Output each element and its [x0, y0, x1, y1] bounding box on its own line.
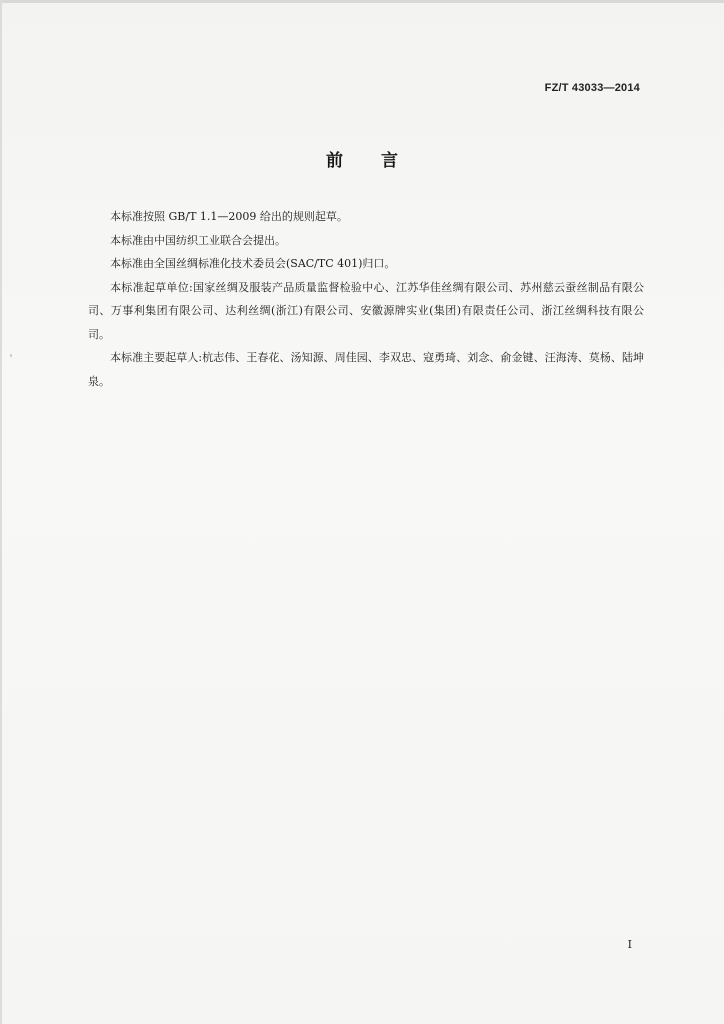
scan-edge-top — [0, 0, 724, 3]
paragraph-proposer: 本标准由中国纺织工业联合会提出。 — [110, 233, 286, 247]
page-number: I — [627, 938, 632, 951]
foreword-body — [88, 205, 644, 393]
paragraph-drafting-units: 本标准起草单位:国家丝绸及服装产品质量监督检验中心、江苏华佳丝绸有限公司、苏州慈云蚕丝制品有限公司、万事利集团有限公司、达利丝绸(浙江)有限公司、安徽源牌实业(集团)有限责任公司、浙江丝绸科技有限公司。 — [88, 280, 644, 341]
page-title: 前言 — [326, 151, 436, 171]
standard-code: FZ/T 43033—2014 — [544, 82, 640, 94]
scan-speck — [10, 354, 12, 357]
paragraph-drafting-rules: 本标准按照 GB/T 1.1—2009 给出的规则起草。 — [110, 210, 348, 223]
paragraph-drafters: 本标准主要起草人:杭志伟、王春花、汤知源、周佳园、李双忠、寇勇琦、刘念、俞金键、汪海涛、莫杨、陆坤泉。 — [88, 351, 644, 388]
paragraph-committee: 本标准由全国丝绸标准化技术委员会(SAC/TC 401)归口。 — [110, 257, 396, 270]
